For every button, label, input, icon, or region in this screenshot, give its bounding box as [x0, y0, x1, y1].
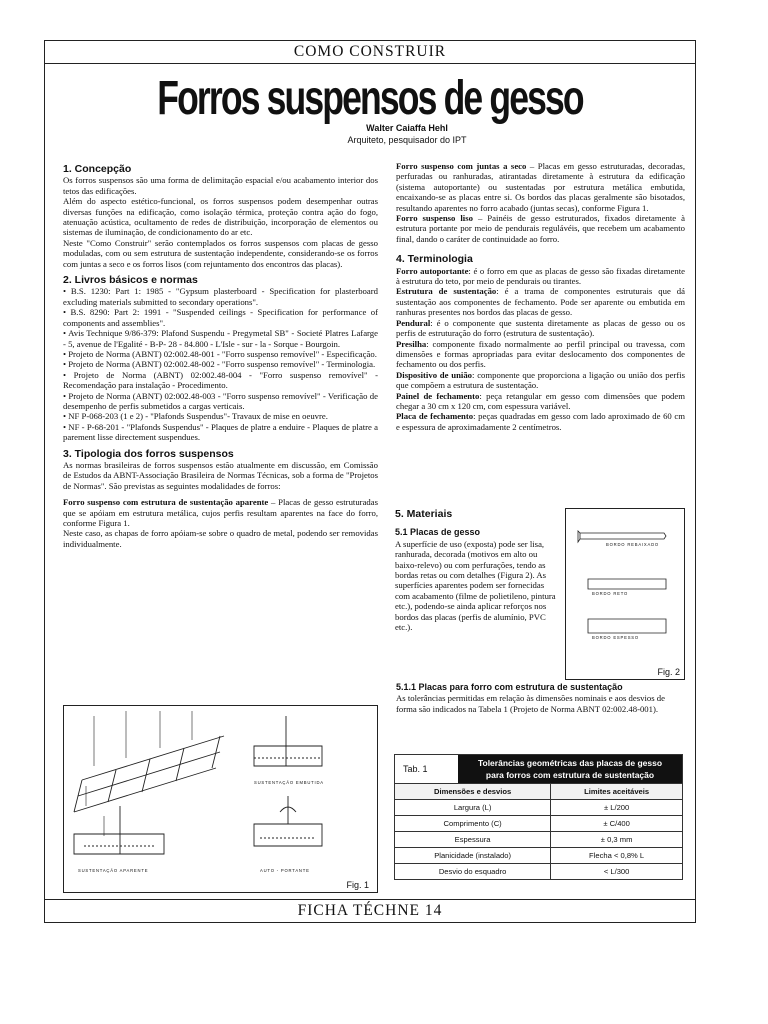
- term: Forro suspenso com juntas a seco: [396, 161, 527, 171]
- heading-tipologia: 3. Tipologia dos forros suspensos: [63, 447, 234, 460]
- term-text: : é a trama de componentes estruturais que dá sustentação aos componentes de fechamento. Pode ser aparente ou embutida em ranhuras presentes nos bordos das placas de gesso.: [396, 286, 685, 318]
- paragraph: [396, 213, 685, 244]
- term: Pendural: [396, 317, 431, 328]
- table-row: [395, 832, 683, 848]
- reference-item: • Projeto de Norma (ABNT) 02:002.48-001 - "Forro suspenso removível" - Especificação.: [63, 348, 377, 359]
- table-header-row: [395, 784, 683, 800]
- author-role: Arquiteto, pesquisador do IPT: [347, 135, 467, 145]
- column-header: Dimensões e desvios: [395, 784, 551, 800]
- figure-2-label: Fig. 2: [657, 667, 680, 677]
- paragraph: Neste "Como Construir" serão contemplados os forros suspensos com placas de gesso moduladas, com ou sem estrutura de sustentação independente, considerando-se os forros com juntas a seco e os forros lisos (com rejuntamento dos encontros das placas).: [63, 237, 378, 269]
- term-item: [396, 286, 685, 317]
- term-text: : componente que proporciona a ligação ou união dos perfis que compõem a estrutura de sustentação.: [396, 369, 686, 391]
- paragraph: A superfície de uso (exposta) pode ser lisa, ranhurada, decorada (motivos em alto ou baixo-relevo) ou com perfurações, tendo as bordas retas ou com detalhes (Figura 2). As superfícies aparentes podem ser fornecidas com acabamento (filme de polietileno, pintura etc.), podendo-se ainda aplicar reforços nos bordos das placas (perfis de alumínio, PVC etc.).: [395, 538, 556, 633]
- term-text: : peça retangular em gesso com dimensões que podem chegar a 30 cm x 120 cm, com espessura variável.: [396, 390, 686, 411]
- table-cell: < L/300: [551, 864, 683, 880]
- paragraph: As normas brasileiras de forros suspensos estão atualmente em discussão, em Comissão de Estudos da ABNT-Associação Brasileira de Normas Técnicas, sob a forma de "Projetos de Normas". São previstas as seguintes modalidades de forros:: [63, 459, 378, 491]
- paragraph: As tolerâncias permitidas em relação às dimensões nominais e aos desvios de forma são indicados na Tabela 1 (Projeto de Norma ABNT 02:002.48-001).: [396, 693, 665, 714]
- tolerance-table: [394, 783, 683, 880]
- fig1-label-embutida: SUSTENTAÇÃO EMBUTIDA: [254, 780, 324, 785]
- heading-concepcao: 1. Concepção: [63, 163, 132, 175]
- term: Forro autoportante: [396, 265, 469, 276]
- table-title-line-2: para forros com estrutura de sustentação: [485, 770, 655, 780]
- term-text: : é o componente que sustenta diretamente as placas de gesso ou os perfis de estruturação do forro (estrutura de sustentação).: [396, 317, 685, 339]
- right-column: [396, 161, 685, 432]
- table-row: [395, 800, 683, 816]
- figure-2: [565, 508, 685, 680]
- materials-block: [395, 509, 560, 632]
- table-tag: Tab. 1: [403, 764, 428, 774]
- table-cell: Planicidade (instalado): [395, 848, 551, 864]
- term: Estrutura de sustentação: [396, 286, 497, 297]
- paragraph: Neste caso, as chapas de forro apóiam-se sobre o quadro de metal, podendo ser removidas individualmente.: [63, 528, 378, 549]
- reference-item: • B.S. 1230: Part 1: 1985 - "Gypsum plasterboard - Specification for plasterboard excluding materials submitted to secondary operations".: [63, 286, 378, 307]
- page-title: Forros suspensos de gesso: [157, 72, 583, 125]
- reference-item: • Avis Technique 9/86-379: Plafond Suspendu - Pregymetal SB" - Societé Platres Lafarge - 5, avenue de l'Egalité - B-P- 28 - 84.800 - L'Isle - sur - la - Sorque - Bourgoin.: [63, 328, 378, 349]
- term-item: [396, 370, 685, 391]
- table-cell: ± C/400: [551, 816, 683, 832]
- paragraph: [63, 497, 378, 528]
- term: Painel de fechamento: [396, 390, 480, 401]
- table-cell: Espessura: [395, 832, 551, 848]
- term-item: [396, 411, 685, 432]
- figure-1-label: Fig. 1: [346, 880, 369, 890]
- fig1-label-aparente: SUSTENTAÇÃO APARENTE: [78, 868, 149, 873]
- fig1-label-auto: AUTO - PORTANTE: [260, 868, 310, 873]
- table-header: [394, 754, 683, 783]
- author-block: [307, 122, 507, 146]
- table-row: [395, 848, 683, 864]
- fig2-label-a: BORDO REBAIXADO: [606, 542, 659, 547]
- table-cell: Largura (L): [395, 800, 551, 816]
- term-item: [396, 266, 685, 287]
- heading-livros-normas: 2. Livros básicos e normas: [63, 274, 198, 287]
- table-row: [395, 864, 683, 880]
- heading-materiais: 5. Materiais: [395, 508, 453, 520]
- term: Forro suspenso com estrutura de sustentação aparente: [63, 497, 269, 508]
- paragraph: [396, 161, 685, 213]
- table-title-line-1: Tolerâncias geométricas das placas de gesso: [477, 758, 663, 768]
- reference-item: • B.S. 8290: Part 2: 1991 - "Suspended ceilings - Specification for performance of components and assemblies".: [63, 307, 378, 328]
- term-text: : peças quadradas em gesso com lado aproximado de 60 cm e espessura de aproximadamente 2 centímetros.: [396, 411, 685, 432]
- term: Placa de fechamento: [396, 411, 474, 422]
- paragraph: Os forros suspensos são uma forma de delimitação espacial e/ou acabamento interior dos tetos das edificações.: [63, 175, 378, 196]
- heading-placas-estrutura: 5.1.1 Placas para forro com estrutura de sustentação: [396, 682, 623, 692]
- table-cell: ± 0,3 mm: [551, 832, 683, 848]
- section-header: COMO CONSTRUIR: [45, 41, 695, 64]
- term-text: – Placas de gesso estruturadas que se apóiam em estrutura metálica, cujos perfis resultam aparentes na face do forro, conforme Figura 1.: [63, 497, 378, 528]
- term-text: – Painéis de gesso estruturados, fixados diretamente à estrutura portante por meio de pendurais regulávéis, que recebem um acabamento final, dando o caráter de continuidade ao forro.: [396, 213, 685, 244]
- heading-placas-gesso: 5.1 Placas de gesso: [395, 527, 481, 538]
- reference-item: • Projeto de Norma (ABNT) 02:002.48-004 - "Forro suspenso removível" - Recomendação para instalação - Procedimento.: [63, 369, 378, 391]
- term-item: [396, 339, 685, 370]
- fig2-label-c: BORDO ESPESSO: [592, 635, 639, 640]
- term-text: : é o forro em que as placas de gesso são fixadas diretamente à estrutura do teto, por meio de pendurais ou tirantes.: [396, 265, 685, 287]
- fig2-label-b: BORDO RETO: [592, 591, 629, 596]
- table-cell: ± L/200: [551, 800, 683, 816]
- table-1: [394, 754, 683, 880]
- term-item: [396, 318, 685, 339]
- term-text: : componente fixado normalmente ao perfil principal ou travessa, com dimensões e formas apropriadas para evitar deslocamento dos componentes de fechamento ou dos perfis.: [396, 338, 685, 370]
- page-frame: [44, 40, 696, 923]
- reference-item: • Projeto de Norma (ABNT) 02:002.48-002 - "Forro suspenso removível" - Terminologia.: [63, 359, 376, 370]
- term: Forro suspenso liso: [396, 213, 473, 224]
- figure-1: [63, 705, 378, 893]
- paragraph: Além do aspecto estético-funcional, os forros suspensos podem desempenhar outras diversas funções na edificação, como isolação térmica, proteção contra ação do fogo, atenuação acústica, ocultamento de redes de distribuição, incorporação de elementos ou sistemas de iluminação, de condicionamento do ar etc.: [63, 196, 378, 238]
- reference-item: • NF - P-68-201 - "Plafonds Suspendus" - Plaques de platre a enduire - Plaques de platre a parement lisse directement suspendues.: [63, 421, 378, 443]
- table-cell: Flecha < 0,8% L: [551, 848, 683, 864]
- placas-estrutura-block: [396, 682, 685, 714]
- term-text: – Placas em gesso estruturadas, decoradas, perfuradas ou ranhuradas, atirantadas diretamente à estrutura da edificação (sistema autoportante) ou sustentadas por estrutura metálica embutida, encaixando-se as placas entre si. Os bordos das placas geralmente são bisotados, resultando aparentes no forro acabado (juntas secas), conforme Figura 1.: [396, 161, 685, 213]
- author-name: Walter Caiaffa Hehl: [366, 123, 448, 133]
- heading-terminologia: 4. Terminologia: [396, 253, 473, 266]
- term: Presilha: [396, 338, 427, 349]
- footer: FICHA TÉCHNE 14: [45, 899, 695, 922]
- table-title: [458, 755, 682, 783]
- left-column: [63, 158, 378, 549]
- reference-item: • Projeto de Norma (ABNT) 02:002.48-003 - "Forro suspenso removível" - Verificação de desempenho de perfis submetidos a cargas verticais.: [63, 390, 378, 411]
- column-header: Limites aceitáveis: [551, 784, 683, 800]
- term-item: [396, 391, 685, 412]
- table-cell: Comprimento (C): [395, 816, 551, 832]
- term: Dispositivo de união: [396, 369, 473, 380]
- figure-1-drawing: [64, 706, 377, 892]
- reference-item: • NF P-068-203 (1 e 2) - "Plafonds Suspendus"- Travaux de mise en oeuvre.: [63, 411, 328, 422]
- table-row: [395, 816, 683, 832]
- table-cell: Desvio do esquadro: [395, 864, 551, 880]
